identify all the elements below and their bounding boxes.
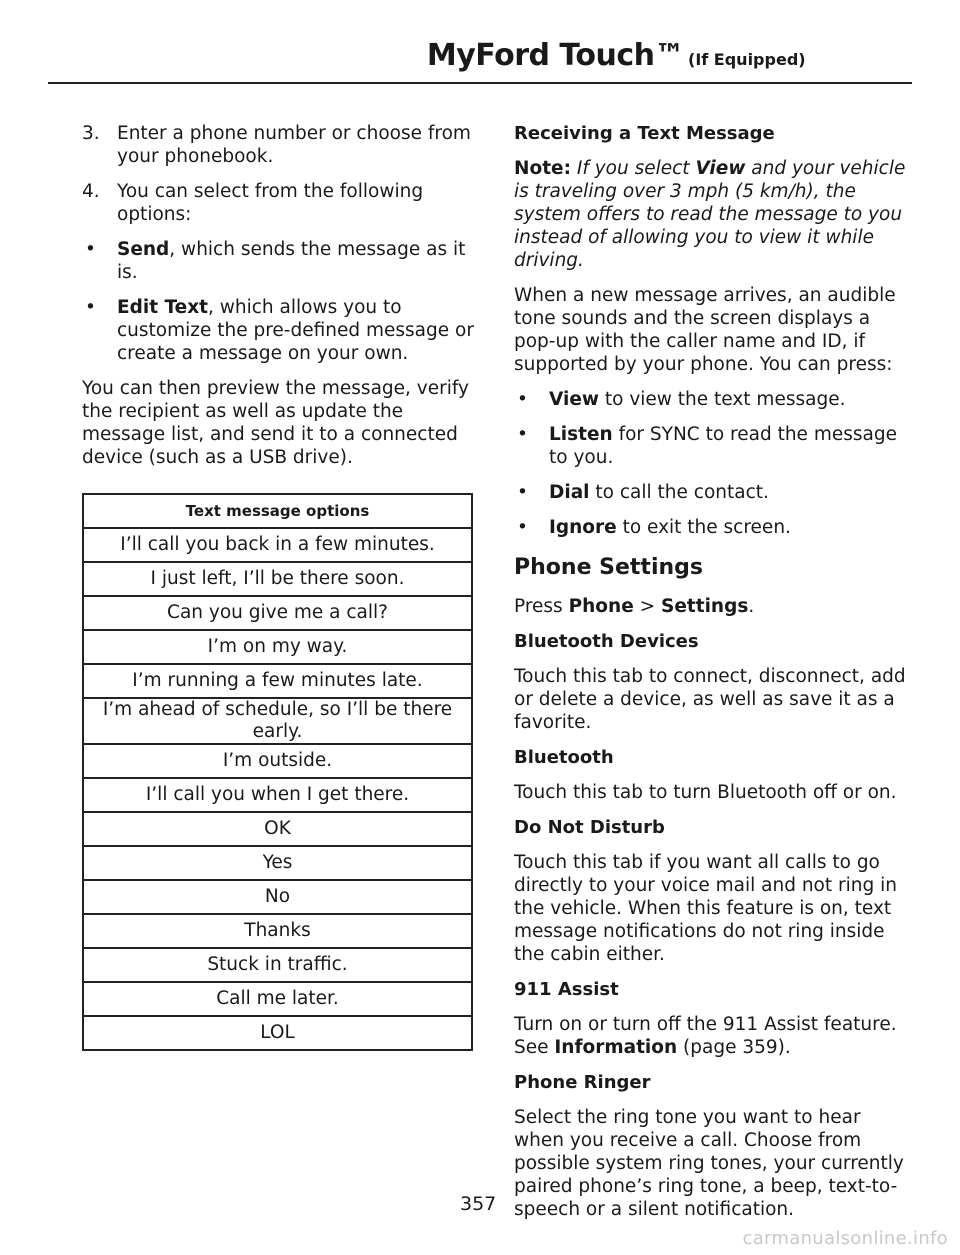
- table-cell: Yes: [83, 846, 472, 880]
- page-number: 357: [460, 1193, 497, 1215]
- bullet-send: [82, 238, 474, 284]
- bluetooth-devices-text: Touch this tab to connect, disconnect, add or delete a device, as well as save it as a favorite.: [514, 666, 906, 733]
- step-text: Enter a phone number or choose from your phonebook.: [117, 123, 471, 167]
- table-row: [83, 778, 472, 812]
- table-row: [83, 846, 472, 880]
- term-send: Send: [117, 239, 170, 260]
- arrive-paragraph: When a new message arrives, an audible tone sounds and the screen displays a pop-up with the caller name and ID, if supported by your phone. You can press:: [514, 285, 896, 375]
- phone-settings-heading: Phone Settings: [514, 555, 703, 580]
- note-paragraph: [514, 157, 910, 272]
- table-cell: I’m outside.: [83, 744, 472, 778]
- table-cell: I’m running a few minutes late.: [83, 664, 472, 698]
- table-cell: LOL: [83, 1016, 472, 1050]
- table-cell: I just left, I’ll be there soon.: [83, 562, 472, 596]
- watermark: carmanualsonline.info: [742, 1228, 948, 1249]
- bluetooth-devices-heading: Bluetooth Devices: [514, 631, 699, 652]
- preview-paragraph: You can then preview the message, verify the recipient as well as update the message list, and send it to a connected device (such as a USB drive).: [82, 378, 470, 468]
- bullet-view: [514, 388, 910, 411]
- note-text-1: If you select: [570, 158, 696, 179]
- table-cell: I’m on my way.: [83, 630, 472, 664]
- header-title: MyFord Touch™: [426, 38, 684, 73]
- term-settings: Settings: [661, 596, 749, 617]
- text-message-options-table: [82, 493, 473, 1051]
- do-not-disturb-heading: Do Not Disturb: [514, 817, 665, 838]
- step-3: [82, 122, 474, 168]
- table-cell: I’m ahead of schedule, so I’ll be there early.: [83, 698, 472, 744]
- bullet-text: , which sends the message as it is.: [117, 239, 466, 283]
- bullet-dot: •: [517, 517, 528, 538]
- table-cell: OK: [83, 812, 472, 846]
- bullet-dot: •: [517, 482, 528, 503]
- table-row: [83, 982, 472, 1016]
- step-number: 3.: [82, 123, 100, 144]
- bullet-edit-text: [82, 296, 474, 365]
- table-cell: Call me later.: [83, 982, 472, 1016]
- bullet-text: to call the contact.: [589, 482, 769, 503]
- term-phone: Phone: [568, 596, 634, 617]
- bullet-text: to view the text message.: [598, 389, 846, 410]
- left-column: [82, 122, 474, 1051]
- bullet-text: , which allows you to customize the pre-defined message or create a message on your own.: [117, 297, 474, 364]
- table-cell: I’ll call you back in a few minutes.: [83, 528, 472, 562]
- page-header: [48, 30, 912, 86]
- table-row: [83, 664, 472, 698]
- table-row: [83, 1016, 472, 1050]
- 911-assist-heading: 911 Assist: [514, 979, 619, 1000]
- step-text: You can select from the following options:: [117, 181, 424, 225]
- term-ignore: Ignore: [549, 517, 617, 538]
- table-row: [83, 744, 472, 778]
- table-cell: Can you give me a call?: [83, 596, 472, 630]
- phone-ringer-heading: Phone Ringer: [514, 1072, 651, 1093]
- header-subtitle: (If Equipped): [688, 50, 806, 69]
- table-row: [83, 562, 472, 596]
- press-paragraph: [514, 595, 910, 618]
- table-row: [83, 914, 472, 948]
- term-listen: Listen: [549, 424, 613, 445]
- table-header: Text message options: [83, 494, 472, 528]
- press-end: .: [748, 596, 755, 617]
- bullet-dot: •: [517, 389, 528, 410]
- table-row: [83, 880, 472, 914]
- bullet-dot: •: [85, 297, 96, 318]
- 911-assist-text: [514, 1013, 910, 1059]
- term-edit-text: Edit Text: [117, 297, 208, 318]
- note-label: Note:: [514, 158, 571, 179]
- note-view-term: View: [695, 158, 746, 179]
- do-not-disturb-text: Touch this tab if you want all calls to go directly to your voice mail and not ring in the vehicle. When this feature is on, text message notifications do not ring inside the cabin either.: [514, 852, 897, 965]
- table-cell: Stuck in traffic.: [83, 948, 472, 982]
- bullet-dial: [514, 481, 910, 504]
- table-row: [83, 630, 472, 664]
- table-row: [83, 596, 472, 630]
- bullet-dot: •: [85, 239, 96, 260]
- table-cell: Thanks: [83, 914, 472, 948]
- note-text-2: and your vehicle is traveling over 3 mph (5 km/h), the system offers to read the message to you instead of allowing you to view it while driving.: [514, 158, 906, 271]
- press-text: Press: [514, 596, 569, 617]
- press-separator: >: [633, 596, 662, 617]
- bullet-text: for SYNC to read the message to you.: [549, 424, 897, 468]
- phone-ringer-text: Select the ring tone you want to hear when you receive a call. Choose from possible system ring tones, your currently paired phone’s ring tone, a beep, text-to-speech or a silent notification.: [514, 1107, 904, 1220]
- header-rule: [48, 82, 912, 84]
- step-4: [82, 180, 474, 226]
- step-number: 4.: [82, 181, 100, 202]
- assist-text-2: (page 359).: [677, 1037, 791, 1058]
- table-cell: I’ll call you when I get there.: [83, 778, 472, 812]
- table-row: [83, 812, 472, 846]
- bullet-text: to exit the screen.: [616, 517, 791, 538]
- table-row: [83, 528, 472, 562]
- assist-text-1: Turn on or turn off the 911 Assist feature. See: [514, 1014, 897, 1058]
- receiving-heading: Receiving a Text Message: [514, 123, 775, 144]
- bullet-ignore: [514, 516, 910, 539]
- right-column: [514, 122, 910, 1233]
- table-cell: No: [83, 880, 472, 914]
- term-information: Information: [554, 1037, 678, 1058]
- table-row: [83, 948, 472, 982]
- bluetooth-text: Touch this tab to turn Bluetooth off or on.: [514, 782, 897, 803]
- table-body: [83, 528, 472, 1050]
- table-row: [83, 698, 472, 744]
- bluetooth-heading: Bluetooth: [514, 747, 614, 768]
- bullet-listen: [514, 423, 910, 469]
- term-view: View: [549, 389, 599, 410]
- bullet-dot: •: [517, 424, 528, 445]
- term-dial: Dial: [549, 482, 590, 503]
